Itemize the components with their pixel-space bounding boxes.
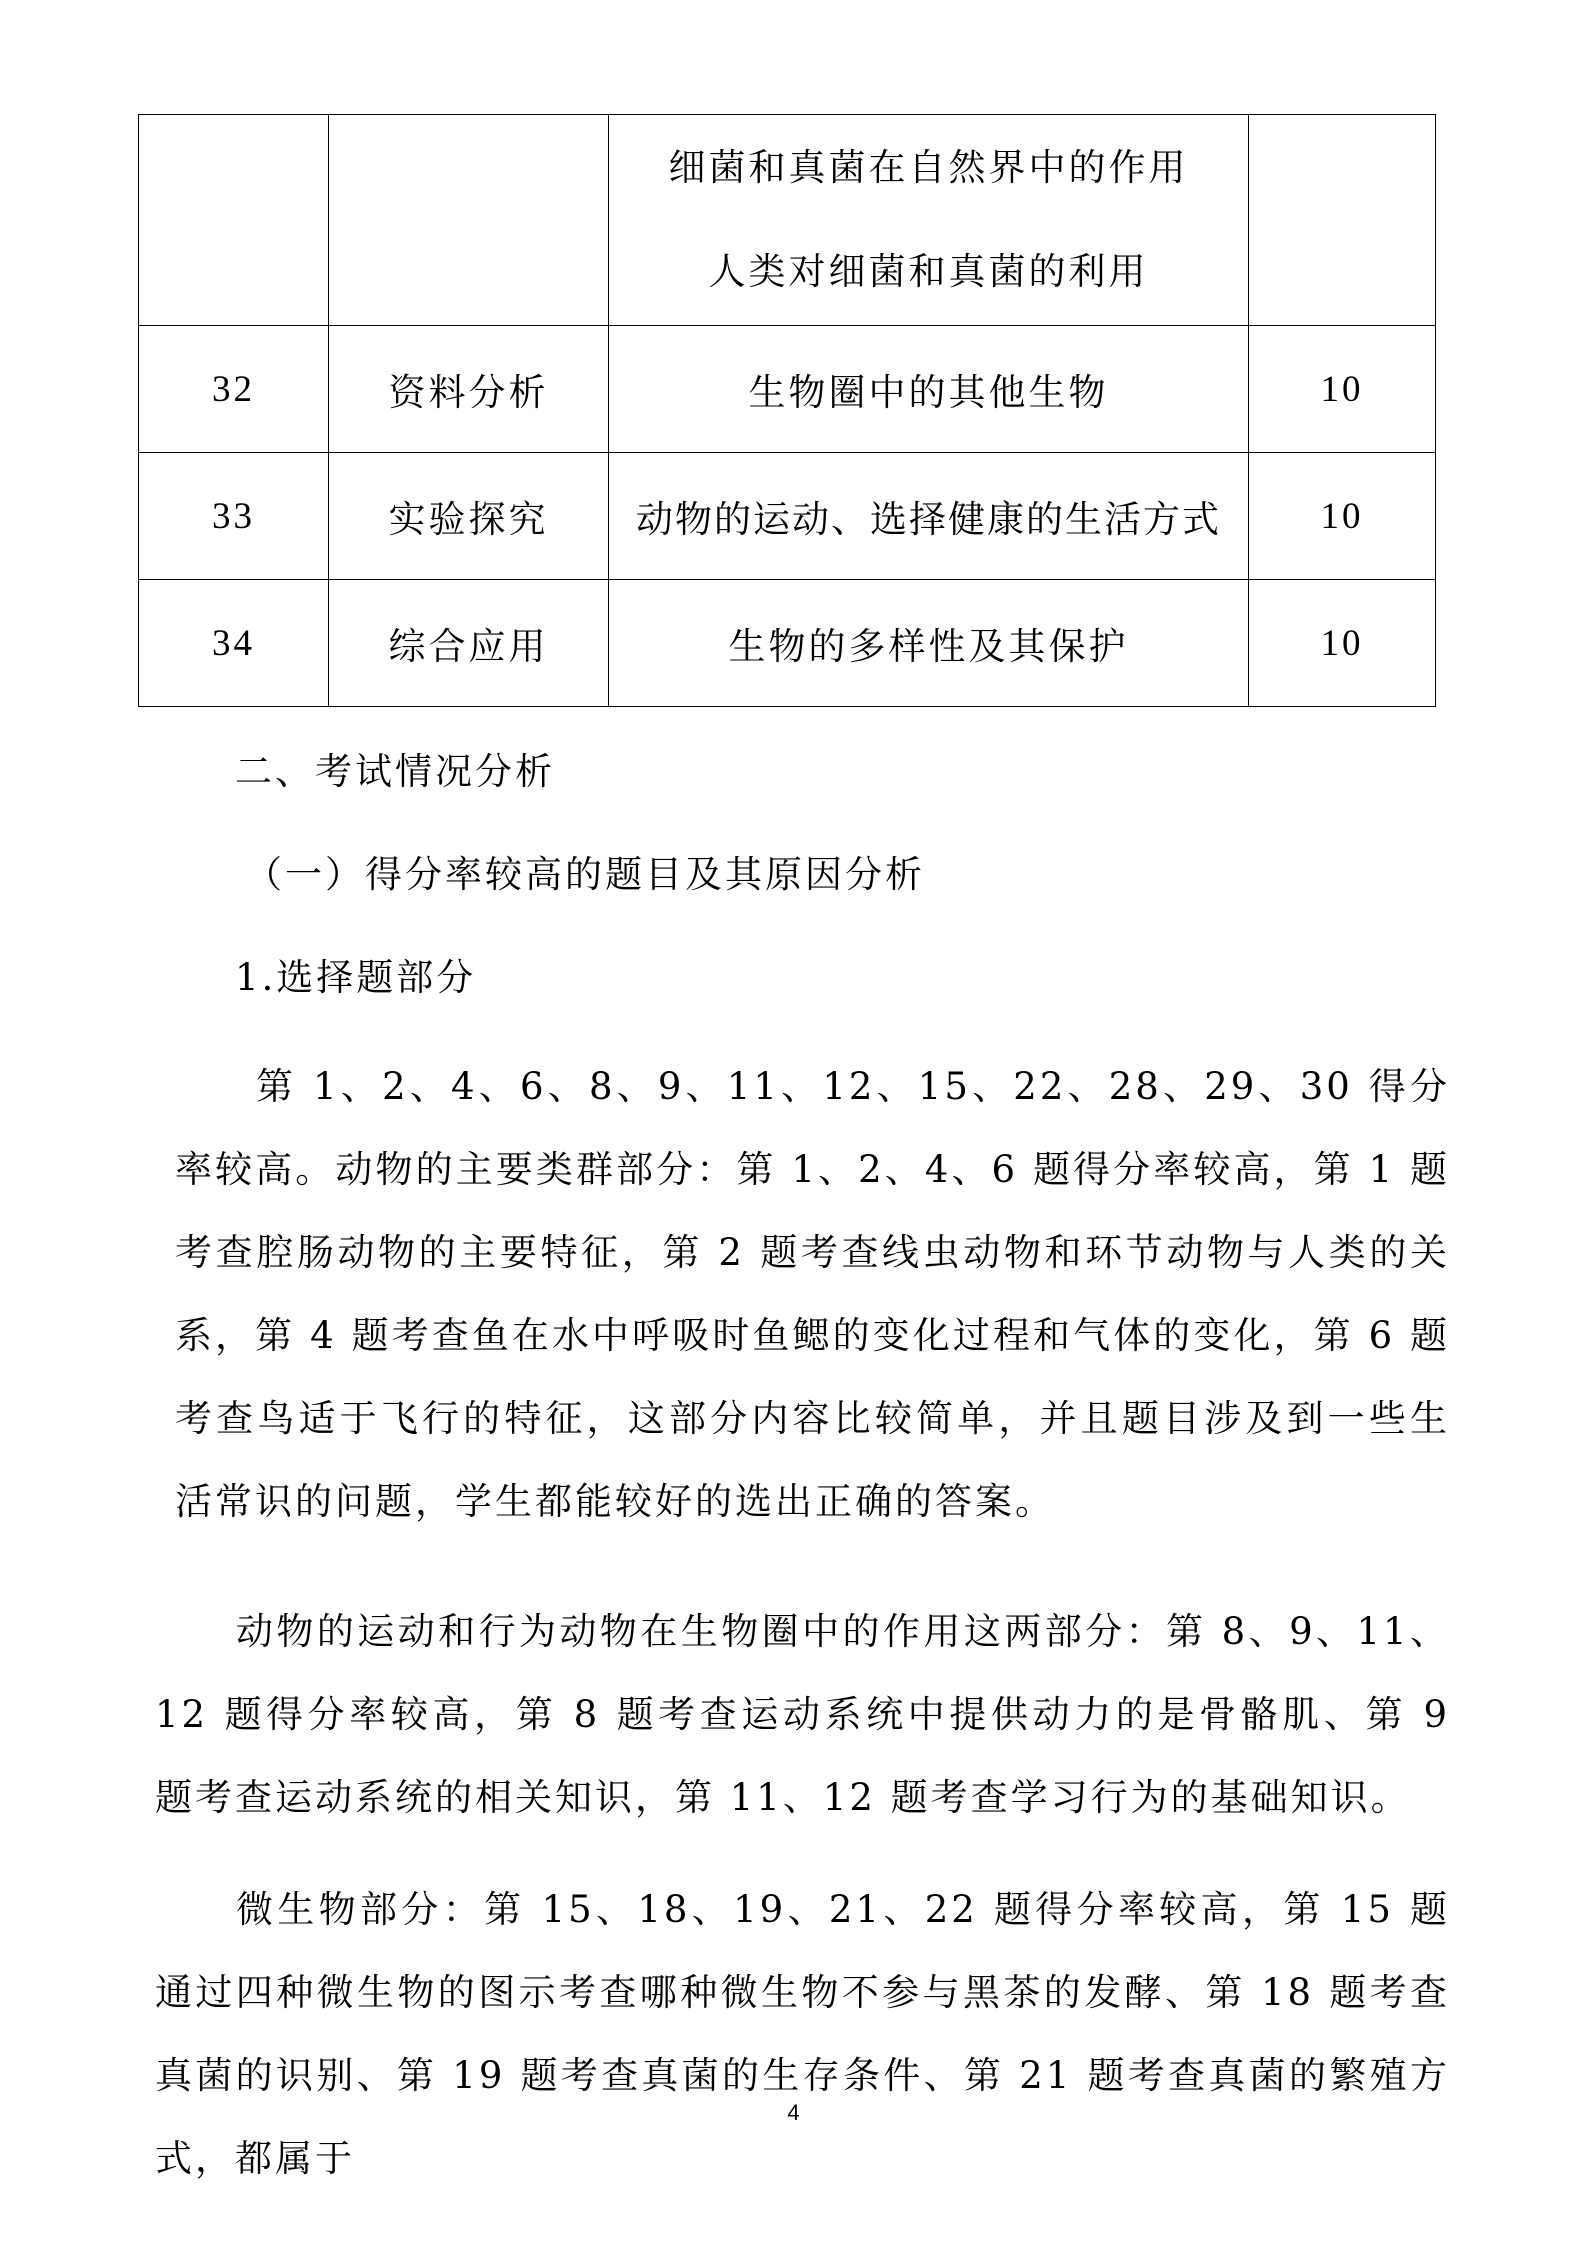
cell-score: 10 [1249,326,1436,453]
cell-question-type: 综合应用 [329,580,609,707]
cell-question-type: 实验探究 [329,453,609,580]
cell-score [1249,115,1436,326]
cell-topic: 生物圈中的其他生物 [609,326,1249,453]
exam-structure-table [138,114,1436,707]
cell-score: 10 [1249,580,1436,707]
body-paragraph: 动物的运动和行为动物在生物圈中的作用这两部分：第 8、9、11、12 题得分率较高，第 8 题考查运动系统中提供动力的是骨骼肌、第 9 题考查运动系统的相关知识，第 11、12 题考查学习行为的基础知识。 [155,1610,1450,1819]
part-heading: 1.选择题部分 [235,956,477,999]
body-paragraph: 第 1、2、4、6、8、9、11、12、15、22、28、29、30 得分率较高。动物的主要类群部分：第 1、2、4、6 题得分率较高，第 1 题考查腔肠动物的主要特征，第 2 题考查线虫动物和环节动物与人类的关系，第 4 题考查鱼在水中呼吸时鱼鳃的变化过程和气体的变化，第 6 题考查鸟适于飞行的特征，这部分内容比较简单，并且题目涉及到一些生活常识的问题，学生都能较好的选出正确的答案。 [175,1065,1450,1523]
cell-question-number: 33 [139,453,329,580]
cell-score: 10 [1249,453,1436,580]
cell-question-number: 34 [139,580,329,707]
cell-question-type [329,115,609,326]
table-row [139,115,1436,326]
cell-question-type: 资料分析 [329,326,609,453]
table-row [139,453,1436,580]
cell-question-number: 32 [139,326,329,453]
section-heading: 二、考试情况分析 [235,750,555,793]
cell-topic: 动物的运动、选择健康的生活方式 [609,453,1249,580]
body-paragraph: 微生物部分：第 15、18、19、21、22 题得分率较高，第 15 题通过四种微生物的图示考查哪种微生物不参与黑茶的发酵、第 18 题考查真菌的识别、第 19 题考查真菌的生存条件、第 21 题考查真菌的繁殖方式，都属于 [155,1888,1450,2180]
subsection-heading: （一）得分率较高的题目及其原因分析 [245,853,925,896]
page-number: 4 [787,2100,800,2125]
topic-line: 细菌和真菌在自然界中的作用 [668,146,1189,189]
cell-topic: 生物的多样性及其保护 [609,580,1249,707]
topic-line: 人类对细菌和真菌的利用 [708,250,1149,293]
table-row [139,580,1436,707]
cell-question-number [139,115,329,326]
cell-topic [609,115,1249,326]
table-row [139,326,1436,453]
